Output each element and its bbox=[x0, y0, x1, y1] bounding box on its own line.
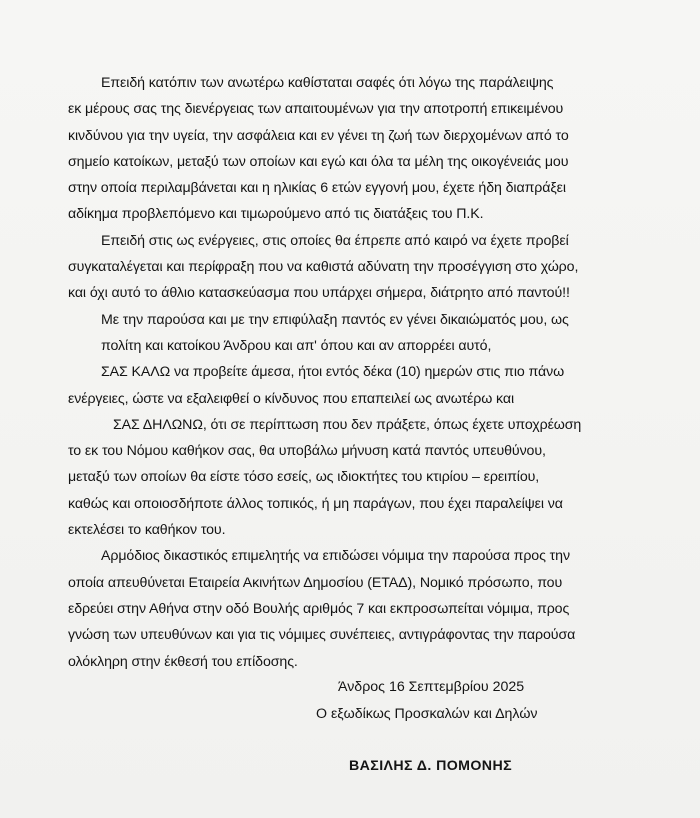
text-line: Επειδή στις ως ενέργειες, στις οποίες θα έπρεπε από καιρό να έχετε προβεί bbox=[101, 232, 569, 249]
document-body bbox=[68, 70, 628, 675]
signatory-name: ΒΑΣΙΛΗΣ Δ. ΠΟΜΟΝΗΣ bbox=[349, 758, 513, 774]
text-line: το εκ του Νόμου καθήκον σας, θα υποβάλω μήνυση κατά παντός υπευθύνου, bbox=[68, 443, 546, 460]
text-line: καθώς και οποιοσδήποτε άλλος τοπικός, ή μη παράγων, που έχει παραλείψει να bbox=[68, 495, 563, 512]
text-line: ΣΑΣ ΚΑΛΩ να προβείτε άμεσα, ήτοι εντός δέκα (10) ημερών στις πιο πάνω bbox=[101, 364, 565, 381]
text-line: στην οποία περιλαμβάνεται και η ηλικίας 6 ετών εγγονή μου, έχετε ήδη διαπράξει bbox=[68, 180, 566, 197]
text-line: γνώση των υπευθύνων και για τις νόμιμες συνέπειες, αντιγράφοντας την παρούσα bbox=[68, 627, 576, 644]
text-line: ενέργειες, ώστε να εξαλειφθεί ο κίνδυνος που επαπειλεί ως ανωτέρω και bbox=[68, 390, 515, 407]
text-line: οποία απευθύνεται Εταιρεία Ακινήτων Δημοσίου (ΕΤΑΔ), Νομικό πρόσωπο, που bbox=[68, 574, 563, 591]
text-line: σημείο κατοίκων, μεταξύ των οποίων και εγώ και όλα τα μέλη της οικογένειάς μου bbox=[68, 153, 569, 170]
place-date: Άνδρος 16 Σεπτεμβρίου 2025 bbox=[338, 679, 525, 695]
text-line: συγκαταλέγεται και περίφραξη που να καθιστά αδύνατη την προσέγγιση στο χώρο, bbox=[68, 259, 579, 276]
text-line: Επειδή κατόπιν των ανωτέρω καθίσταται σαφές ότι λόγω της παράλειψης bbox=[101, 75, 554, 91]
text-line: πολίτη και κατοίκου Άνδρου και απ' όπου και αν απορρέει αυτό, bbox=[101, 337, 492, 354]
text-line: ολόκληρη στην έκθεσή του επίδοσης. bbox=[68, 653, 298, 670]
text-line: κινδύνου για την υγεία, την ασφάλεια και εν γένει τη ζωή των διερχομένων από το bbox=[68, 127, 569, 144]
text-line: Με την παρούσα και με την επιφύλαξη παντός εν γένει δικαιώματός μου, ως bbox=[101, 311, 569, 328]
text-line: αδίκημα προβλεπόμενο και τιμωρούμενο από τις διατάξεις του Π.Κ. bbox=[68, 206, 484, 223]
text-line: εδρεύει στην Αθήνα στην οδό Βουλής αριθμός 7 και εκπροσωπείται νόμιμα, προς bbox=[68, 600, 570, 617]
text-line: εκ μέρους σας της διενέργειας των απαιτουμένων για την αποτροπή επικειμένου bbox=[68, 101, 564, 118]
text-line: ΣΑΣ ΔΗΛΩΝΩ, ότι σε περίπτωση που δεν πράξετε, όπως έχετε υποχρέωση bbox=[113, 416, 582, 433]
signatory-role: Ο εξωδίκως Προσκαλών και Δηλών bbox=[316, 706, 538, 722]
text-line: και όχι αυτό το άθλιο κατασκεύασμα που υπάρχει σήμερα, διάτρητο από παντού!! bbox=[68, 285, 570, 302]
text-line: μεταξύ των οποίων θα είστε τόσο εσείς, ως ιδιοκτήτες του κτιρίου – ερειπίου, bbox=[68, 469, 540, 486]
text-line: Αρμόδιος δικαστικός επιμελητής να επιδώσει νόμιμα την παρούσα προς την bbox=[101, 548, 570, 565]
text-line: εκτελέσει το καθήκον του. bbox=[68, 522, 226, 539]
